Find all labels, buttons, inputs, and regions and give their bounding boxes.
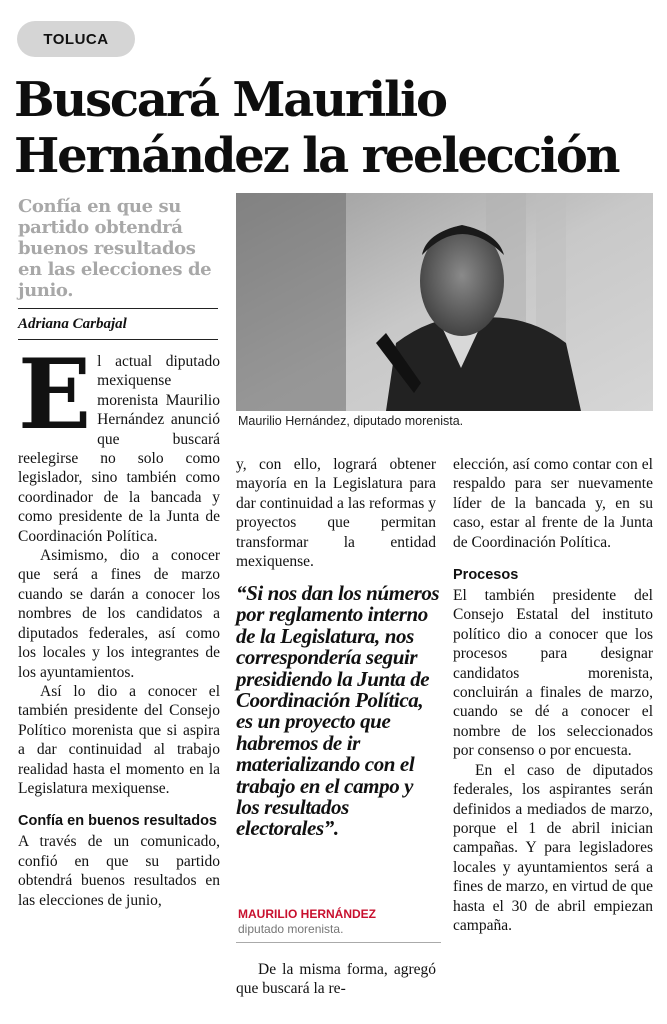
paragraph: Así lo dio a conocer el también presidente del Consejo Político morenista que si aspira a dar continuidad al trabajo realidad hasta el momento en la Legislatura mexiquense.	[18, 682, 220, 797]
quote-author: MAURILIO HERNÁNDEZ	[238, 907, 376, 921]
paragraph: En el caso de diputados federales, los aspirantes serán definidos a mediados de marzo, porque el 1 de abril inician campañas. Y para legisladores locales y ayuntamientos será a fines de marzo, en virtud de que hasta el 30 de abril empiezan campaña.	[453, 761, 653, 934]
article-column-2	[236, 455, 436, 571]
paragraph: El también presidente del Consejo Estatal del instituto político dio a conocer que los procesos para designar candidatos morenista, concluirán a finales de marzo, cuando se dé a conocer el nombre de los seleccionados por consenso o por encuesta.	[453, 587, 653, 760]
paragraph: A través de un comunicado, confió en que su partido obtendrá buenos resultados en las elecciones de junio,	[18, 833, 220, 909]
subtitle-heading: Procesos	[453, 567, 519, 584]
paragraph: y, con ello, logrará obtener mayoría en la Legislatura para dar continuidad a las reformas y proyectos que permitan transformar la entidad mexiquense.	[236, 456, 436, 571]
quote-role: diputado morenista.	[238, 922, 344, 936]
pull-quote: “Si nos dan los números por reglamento interno de la Legislatura, nos correspondería seguir presidiendo la Junta de Coordinación Política, es un proyecto que habremos de ir materializando con el trabajo en el campo y los resultados electorales”.	[236, 581, 440, 841]
quote-divider	[236, 942, 441, 943]
article-column-1	[18, 338, 220, 910]
article-photo	[236, 193, 653, 411]
headline: Buscará Maurilio Hernández la reelección	[14, 72, 619, 184]
drop-cap: E	[18, 338, 92, 451]
subtitle-heading: Confía en buenos resultados	[18, 813, 217, 830]
article-column-2-bottom	[236, 960, 436, 999]
portrait-photo	[236, 193, 653, 411]
photo-caption: Maurilio Hernández, diputado morenista.	[238, 414, 464, 428]
paragraph: De la misma forma, agregó que buscará la re-	[236, 961, 436, 998]
paragraph: elección, así como contar con el respaldo para ser nuevamente líder de la bancada y, en su caso, estar al frente de la Junta de Coordinación Política.	[453, 456, 653, 551]
section-tag: TOLUCA	[17, 21, 135, 57]
paragraph: Asimismo, dio a conocer que será a fines de marzo cuando se darán a conocer los nombres de los candidatos a diputados federales, así como los locales y los integrantes de los ayuntamientos.	[18, 547, 220, 681]
subhead: Confía en que su partido obtendrá buenos resultados en las elecciones de junio.	[18, 196, 212, 301]
byline-top-rule	[18, 308, 218, 309]
byline: Adriana Carbajal	[18, 316, 127, 332]
paragraph: l actual diputado mexiquense morenista Maurilio Hernández anunció que buscará reelegirse no solo como legislador, sino también como coordinador de la bancada y como presidente de la Junta de Coordinación Política.	[18, 353, 220, 545]
article-column-3	[453, 455, 653, 935]
